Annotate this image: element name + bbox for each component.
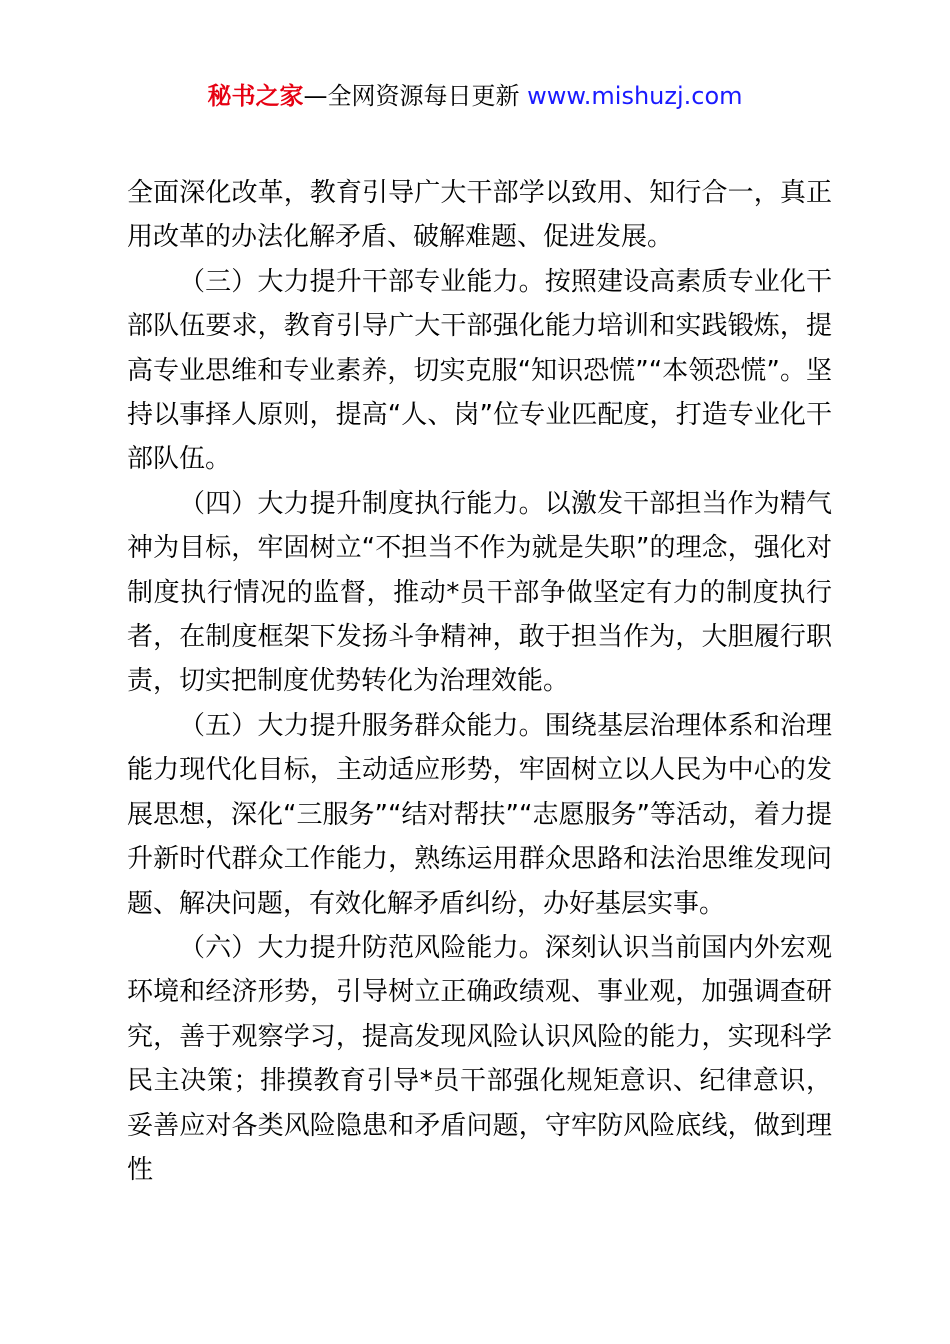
site-tagline: —全网资源每日更新 (303, 82, 520, 110)
paragraph-section-6: （六）大力提升防范风险能力。深刻认识当前国内外宏观环境和经济形势，引导树立正确政绩观、事业观，加强调查研究，善于观察学习，提高发现风险认识风险的能力，实现科学民主决策；排摸教育引导*员干部强化规矩意识、纪律意识，妥善应对各类风险隐患和矛盾问题，守牢防风险底线，做到理性 (127, 932, 832, 1185)
site-brand: 秘书之家 (207, 82, 304, 110)
page-header (0, 80, 950, 112)
document-body (127, 171, 832, 1192)
paragraph-section-4: （四）大力提升制度执行能力。以激发干部担当作为精气神为目标，牢固树立“不担当不作为就是失职”的理念，强化对制度执行情况的监督，推动*员干部争做坚定有力的制度执行者，在制度框架下发扬斗争精神，敢于担当作为，大胆履行职责，切实把制度优势转化为治理效能。 (127, 488, 832, 697)
paragraph-section-3: （三）大力提升干部专业能力。按照建设高素质专业化干部队伍要求，教育引导广大干部强化能力培训和实践锻炼，提高专业思维和专业素养，切实克服“知识恐慌”“本领恐慌”。坚持以事择人原则，提高“人、岗”位专业匹配度，打造专业化干部队伍。 (127, 266, 832, 475)
paragraph-continued: 全面深化改革，教育引导广大干部学以致用、知行合一，真正用改革的办法化解矛盾、破解难题、促进发展。 (127, 178, 832, 253)
site-url-link[interactable]: www.mishuzj.com (527, 82, 743, 110)
paragraph-section-5: （五）大力提升服务群众能力。围绕基层治理体系和治理能力现代化目标，主动适应形势，牢固树立以人民为中心的发展思想，深化“三服务”“结对帮扶”“志愿服务”等活动，着力提升新时代群众工作能力，熟练运用群众思路和法治思维发现问题、解决问题，有效化解矛盾纠纷，办好基层实事。 (127, 710, 832, 919)
